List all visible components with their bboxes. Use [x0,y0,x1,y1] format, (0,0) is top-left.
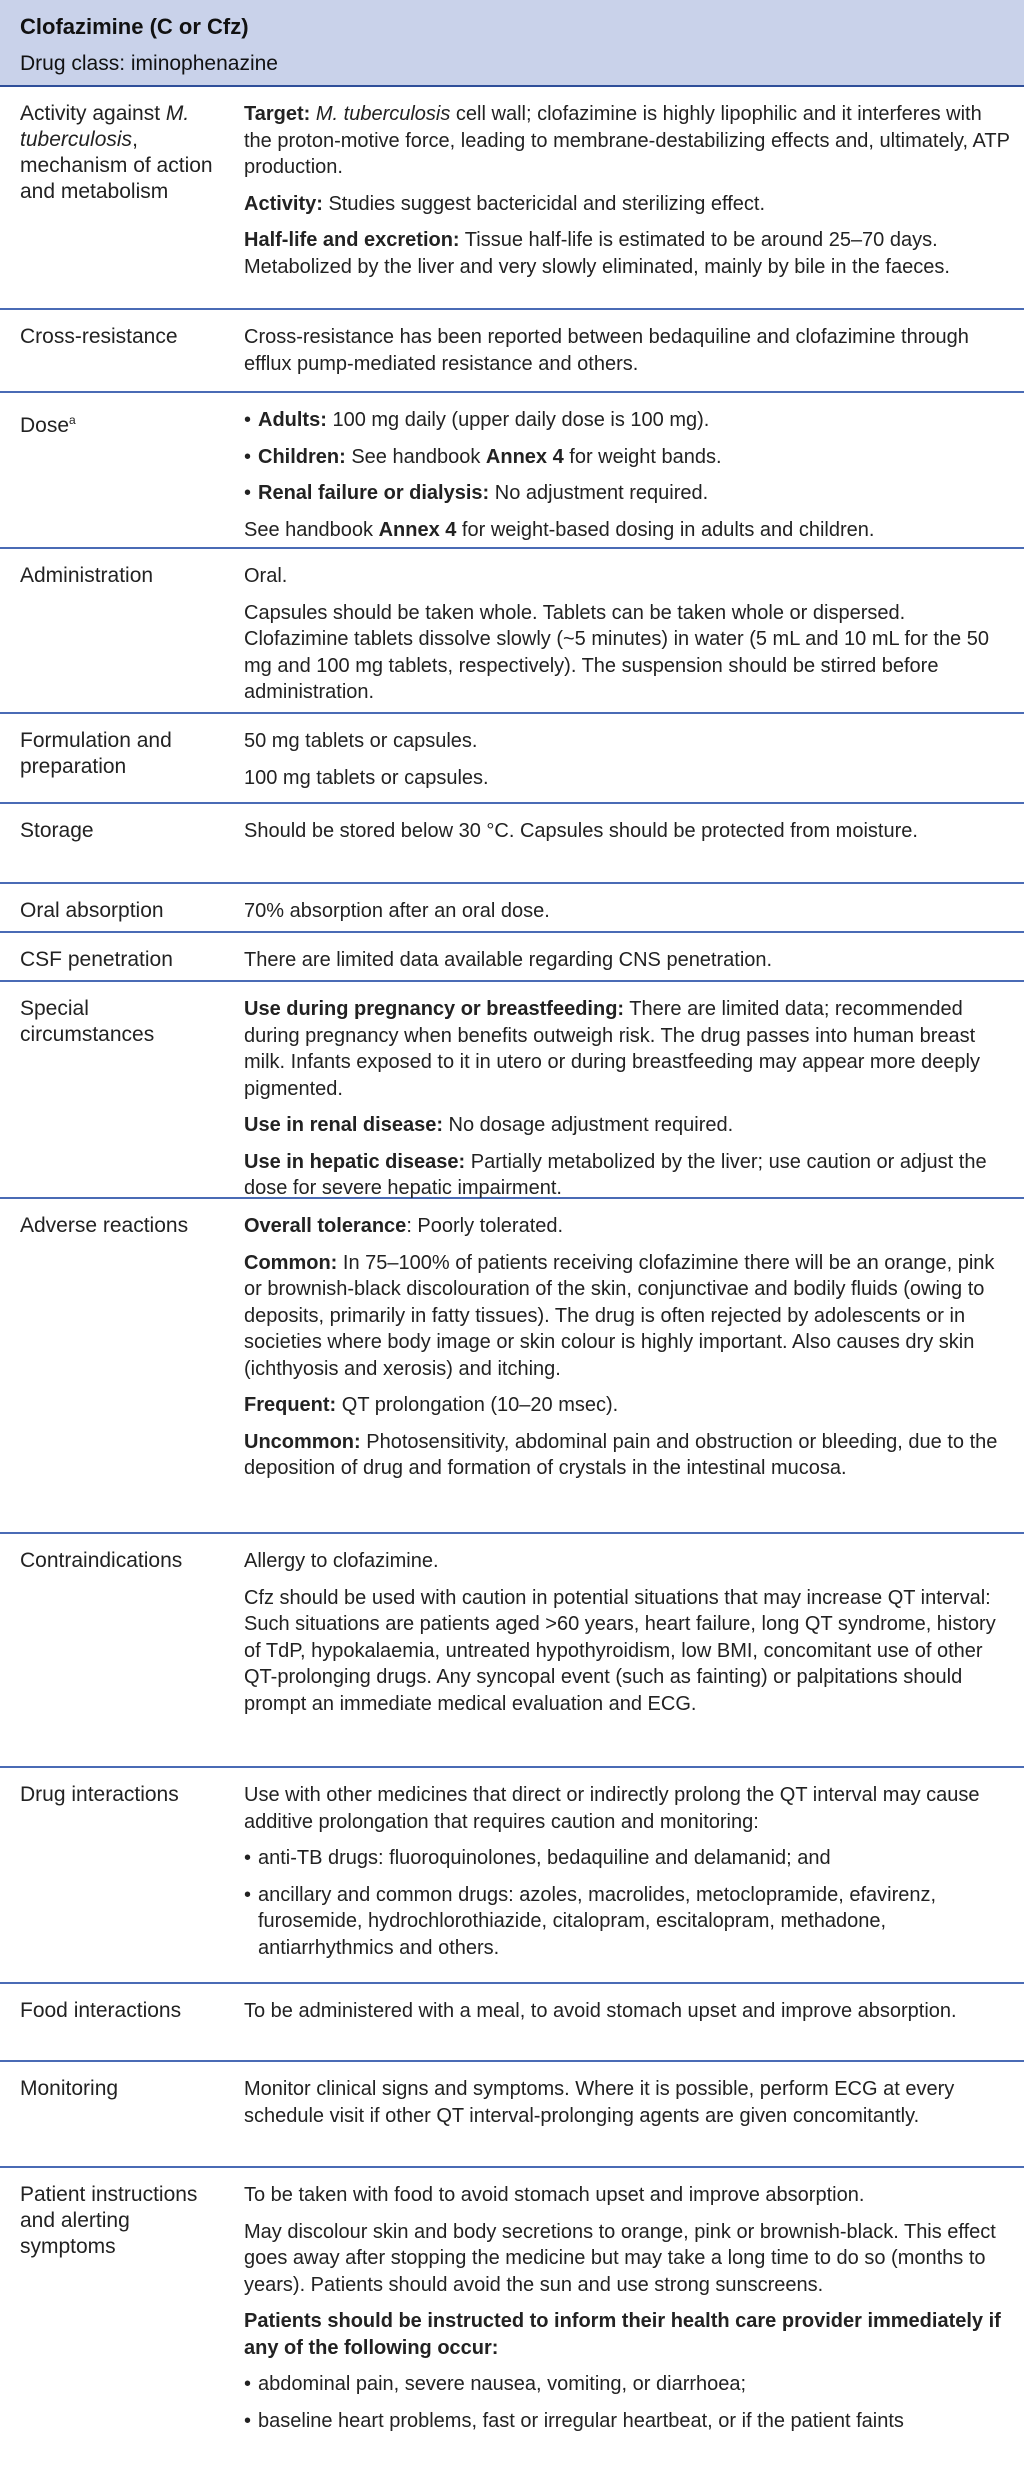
row-label: Contraindications [20,1549,183,1572]
row-label: Cross-resistance [20,325,178,348]
row-dose [0,393,1024,549]
row-storage [0,804,1024,884]
row-label: Special circumstances [20,997,155,1046]
row-content: 50 mg tablets or capsules. 100 mg tablets or capsules. [244,730,489,789]
row-monitoring [0,2062,1024,2168]
row-oral-absorption [0,884,1024,933]
row-content: Monitor clinical signs and symptoms. Where it is possible, perform ECG at every schedule visit if other QT interval-prolonging agents are given concomitantly. [244,2078,955,2127]
row-label: Adverse reactions [20,1214,189,1237]
row-content: Overall tolerance: Poorly tolerated. Common: In 75–100% of patients receiving clofazimine there will be an orange, pink or brownish-black discolouration of the skin, conjunctivae and bodily fluids (owing to deposits, primarily in fatty tissues). The drug is often rejected by adolescents or in societies where body image or skin colour is highly important. Also causes dry skin (ichthyosis and xerosis) and itching. Frequent: QT prolongation (10–20 msec). Uncommon: Photosensitivity, abdominal pain and obstruction or bleeding, due to the deposition of drug and formation of crystals in the intestinal mucosa. [244,1215,998,1479]
row-content: Allergy to clofazimine. Cfz should be used with caution in potential situations that may increase QT interval: Such situations are patients aged >60 years, heart failure, long QT syndrome, history of TdP, hypokalaemia, untreated hypothyroidism, low BMI, concomitant use of other QT-prolonging drugs. Any syncopal event (such as fainting) or palpitations should prompt an immediate medical evaluation and ECG. [244,1550,996,1715]
row-label: Patient instructions and alerting symptoms [20,2183,198,2258]
row-label: Formulation and preparation [20,729,172,778]
row-contraindications [0,1534,1024,1768]
row-activity [0,87,1024,310]
row-label: Activity against M. tuberculosis, mechanism of action and metabolism [20,102,213,203]
drug-title: Clofazimine (C or Cfz) [20,14,249,39]
monograph-header [0,0,1024,87]
row-label: Dose$^a$ [20,413,76,437]
row-patient-instructions [0,2168,1024,2480]
row-drug-interactions [0,1768,1024,1984]
row-content: To be taken with food to avoid stomach upset and improve absorption. May discolour skin and body secretions to orange, pink or brownish-black. This effect goes away after stopping the medicine but may take a long time to do so (months to years). Patients should avoid the sun and use strong sunscreens. Patients should be instructed to inform their health care provider immediately if any of the following occur: • abdominal pain, severe nausea, vomiting, or diarrhoea; • baseline heart problems, fast or irregular heartbeat, or if the patient faints [244,2184,1001,2432]
row-content: • Adults: 100 mg daily (upper daily dose is 100 mg). • Children: See handbook Annex 4 for weight bands. • Renal failure or dialysis: No adjustment required. See handbook Annex 4 for weight-based dosing in adults and children. [244,409,875,541]
row-food-interactions [0,1984,1024,2062]
drug-class: Drug class: iminophenazine [20,52,278,75]
row-content: Should be stored below 30 °C. Capsules should be protected from moisture. [244,820,918,842]
row-label: Monitoring [20,2077,119,2100]
row-label: Storage [20,819,94,842]
row-special-circumstances [0,982,1024,1199]
row-content: Use with other medicines that direct or indirectly prolong the QT interval may cause additive prolongation that requires caution and monitoring: • anti-TB drugs: fluoroquinolones, bedaquiline and delamanid; and • ancillary and common drugs: azoles, macrolides, metoclopramide, efavirenz, furosemide, hydrochlorothiazide, citalopram, escitalopram, methadone, antiarrhythmics and others. [244,1784,980,1959]
row-formulation [0,714,1024,804]
row-cross-resistance [0,310,1024,393]
row-content: Oral. Capsules should be taken whole. Tablets can be taken whole or dispersed. Clofazimine tablets dissolve slowly (~5 minutes) in water (5 mL and 10 mL for the 50 mg and 100 mg tablets, respectively). The suspension should be stirred before administration. [244,565,989,703]
row-label: Drug interactions [20,1783,179,1806]
row-content: 70% absorption after an oral dose. [244,900,550,922]
row-content: Use during pregnancy or breastfeeding: There are limited data; recommended during pregnancy when benefits outweigh risk. The drug passes into human breast milk. Infants exposed to it in utero or during breastfeeding may appear more deeply pigmented. Use in renal disease: No dosage adjustment required. Use in hepatic disease: Partially metabolized by the liver; use caution or adjust the dose for severe hepatic impairment. [244,998,987,1199]
row-content: Cross-resistance has been reported between bedaquiline and clofazimine through efflux pump-mediated resistance and others. [244,326,969,375]
row-content: To be administered with a meal, to avoid stomach upset and improve absorption. [244,2000,957,2022]
row-csf-penetration [0,933,1024,982]
row-adverse-reactions [0,1199,1024,1534]
row-label: Food interactions [20,1999,182,2022]
row-content: Target: M. tuberculosis cell wall; clofazimine is highly lipophilic and it interferes with the proton-motive force, leading to membrane-destabilizing effects and, ultimately, ATP production. Activity: Studies suggest bactericidal and sterilizing effect. Half-life and excretion: Tissue half-life is estimated to be around 25–70 days. Metabolized by the liver and very slowly eliminated, mainly by bile in the faeces. [244,103,1010,278]
row-label: Administration [20,564,154,587]
row-label: CSF penetration [20,948,173,971]
row-administration [0,549,1024,714]
row-label: Oral absorption [20,899,164,922]
row-content: There are limited data available regarding CNS penetration. [244,949,773,971]
